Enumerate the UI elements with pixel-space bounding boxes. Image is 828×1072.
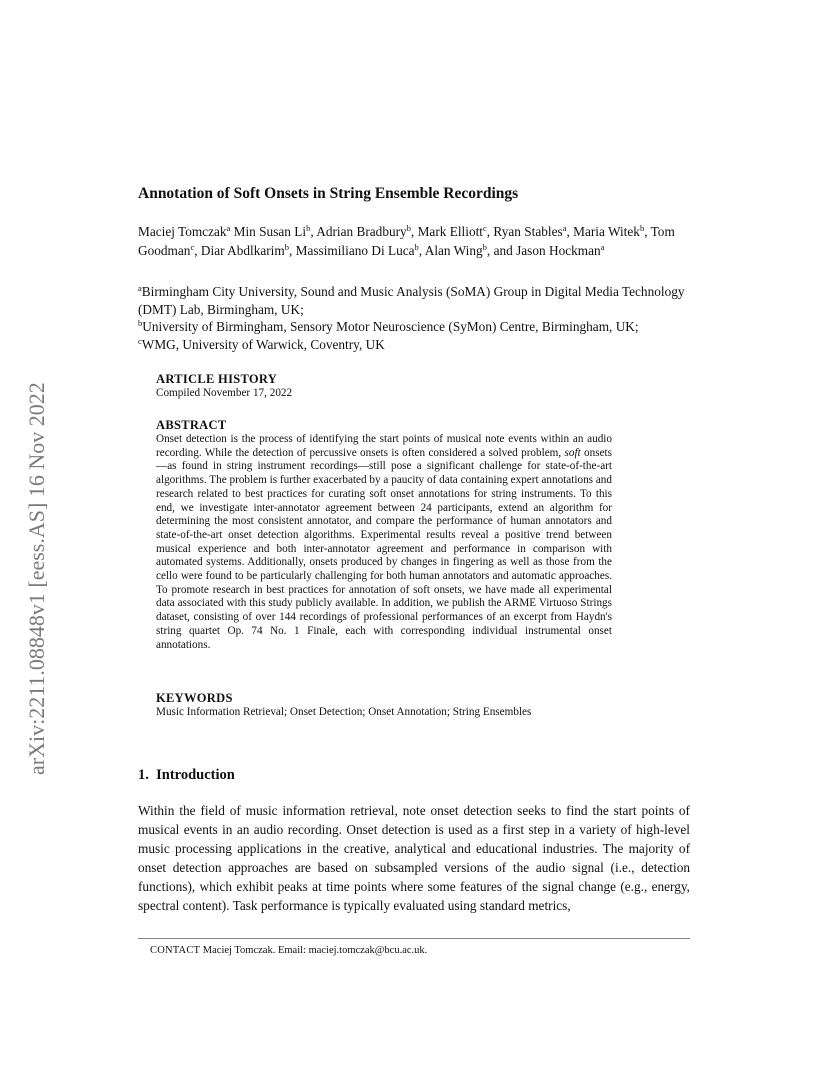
- section-title: Introduction: [156, 767, 235, 783]
- article-history: [156, 371, 612, 401]
- author-separator: ,: [310, 224, 317, 239]
- paper-title: Annotation of Soft Onsets in String Ensemble Recordings: [138, 185, 519, 202]
- abstract-text-part: Onset detection is the process of identifying the start points of musical note events within an audio recording. While the detection of percussive onsets is often considered a solved problem,: [156, 433, 612, 459]
- article-history-heading: ARTICLE HISTORY: [156, 372, 278, 386]
- author-name: Jason Hockman: [516, 243, 601, 258]
- section-heading: [138, 766, 235, 784]
- author-name: Maria Witek: [573, 224, 640, 239]
- author-separator: ,: [410, 224, 418, 239]
- footnote-divider: [138, 938, 690, 939]
- author-separator: ,: [644, 224, 651, 239]
- affiliation-item: [138, 318, 698, 336]
- author-affiliation-mark: a: [226, 223, 231, 233]
- affiliation-mark: c: [138, 335, 142, 346]
- author-affiliation-mark: b: [639, 223, 645, 233]
- article-history-text: Compiled November 17, 2022: [156, 387, 293, 399]
- author-name: Min Susan Li: [233, 224, 307, 239]
- author-affiliation-mark: b: [414, 242, 419, 252]
- keywords-text: Music Information Retrieval; Onset Detection; Onset Annotation; String Ensembles: [156, 706, 532, 718]
- affiliation-item: [138, 336, 698, 354]
- author-name: Alan Wing: [424, 243, 483, 258]
- author-affiliation-mark: c: [482, 223, 487, 233]
- keywords: [156, 690, 612, 720]
- author-affiliation-mark: b: [284, 242, 289, 252]
- author-name: Adrian Bradbury: [316, 224, 407, 239]
- abstract-text-part: onsets—as found in string instrument recordings—still pose a significant challenge for state-of-the-art algorithms. The problem is further exacerbated by a paucity of data containing expert annotations and research related to best practices for curating soft onset annotations for string instruments. To this end, we investigate inter-annotator agreement between 24 participants, extend an algorithm for determining the most consistent annotator, and compare the performance of human annotators and state-of-the-art onset detection algorithms. Experimental results reveal a positive trend between musical experience and both inter-annotator agreement and performance in comparison with automated systems. Additionally, onsets produced by changes in fingering as well as those from the cello were found to be particularly challenging for both human annotators and automatic approaches. To promote research in best practices for annotation of soft onsets, we have made all experimental data associated with this study publicly available. In addition, we publish the ARME Virtuoso Strings dataset, consisting of over 144 recordings of professional performances of an excerpt from Haydn's string quartet Op. 74 No. 1 Finale, each with corresponding individual instrumental onset annotations.: [156, 446, 613, 651]
- keywords-heading: KEYWORDS: [156, 691, 233, 705]
- footnote-text: Maciej Tomczak. Email: maciej.tomczak@bcu.ac.uk.: [202, 945, 428, 956]
- author-separator: ,: [486, 224, 494, 239]
- author-name: Maciej Tomczak: [138, 224, 227, 239]
- author-name: Diar Abdlkarim: [200, 243, 285, 258]
- author-name: Mark Elliott: [417, 224, 483, 239]
- affiliation-item: [138, 283, 698, 318]
- abstract: [156, 417, 612, 652]
- author-affiliation-mark: b: [482, 242, 487, 252]
- author-list: [138, 222, 690, 260]
- author-affiliation-mark: b: [406, 223, 411, 233]
- section-number: 1.: [138, 767, 149, 783]
- author-separator: , and: [486, 243, 517, 258]
- affiliation-text: Birmingham City University, Sound and Music Analysis (SoMA) Group in Digital Media Technology (DMT) Lab, Birmingham, UK;: [138, 284, 685, 317]
- author-separator: ,: [566, 224, 574, 239]
- affiliation-mark: b: [138, 318, 143, 328]
- author-affiliation-mark: a: [600, 242, 605, 252]
- author-affiliation-mark: a: [562, 223, 567, 233]
- footnote-label: CONTACT: [150, 945, 201, 956]
- author-name: Tom Goodman: [138, 224, 675, 258]
- abstract-emphasis: soft: [564, 446, 581, 459]
- arxiv-identifier-stamp: arXiv:2211.08848v1 [eess.AS] 16 Nov 2022: [24, 382, 49, 775]
- contact-footnote: [150, 944, 690, 958]
- author-separator: ,: [418, 243, 425, 258]
- affiliation-list: [138, 283, 698, 353]
- affiliation-mark: a: [138, 283, 142, 293]
- author-name: Massimiliano Di Luca: [295, 243, 415, 258]
- author-separator: ,: [194, 243, 201, 258]
- introduction-paragraph: Within the field of music information retrieval, note onset detection seeks to find the start points of musical events in an audio recording. Onset detection is used as a first step in a variety of high-level music processing applications in the creative, analytical and educational industries. The majority of onset detection approaches are based on subsampled versions of the audio signal (i.e., detection functions), which exhibit peaks at time points where some features of the signal change (e.g., energy, spectral content). Task performance is typically evaluated using standard metrics,: [138, 803, 690, 913]
- abstract-text: [156, 433, 612, 652]
- affiliation-text: University of Birmingham, Sensory Motor Neuroscience (SyMon) Centre, Birmingham, UK;: [142, 319, 639, 334]
- author-affiliation-mark: c: [190, 242, 195, 252]
- abstract-heading: ABSTRACT: [156, 418, 227, 432]
- author-separator: ,: [288, 243, 296, 258]
- author-name: Ryan Stables: [493, 224, 563, 239]
- author-affiliation-mark: b: [306, 223, 311, 233]
- affiliation-text: WMG, University of Warwick, Coventry, UK: [141, 336, 385, 352]
